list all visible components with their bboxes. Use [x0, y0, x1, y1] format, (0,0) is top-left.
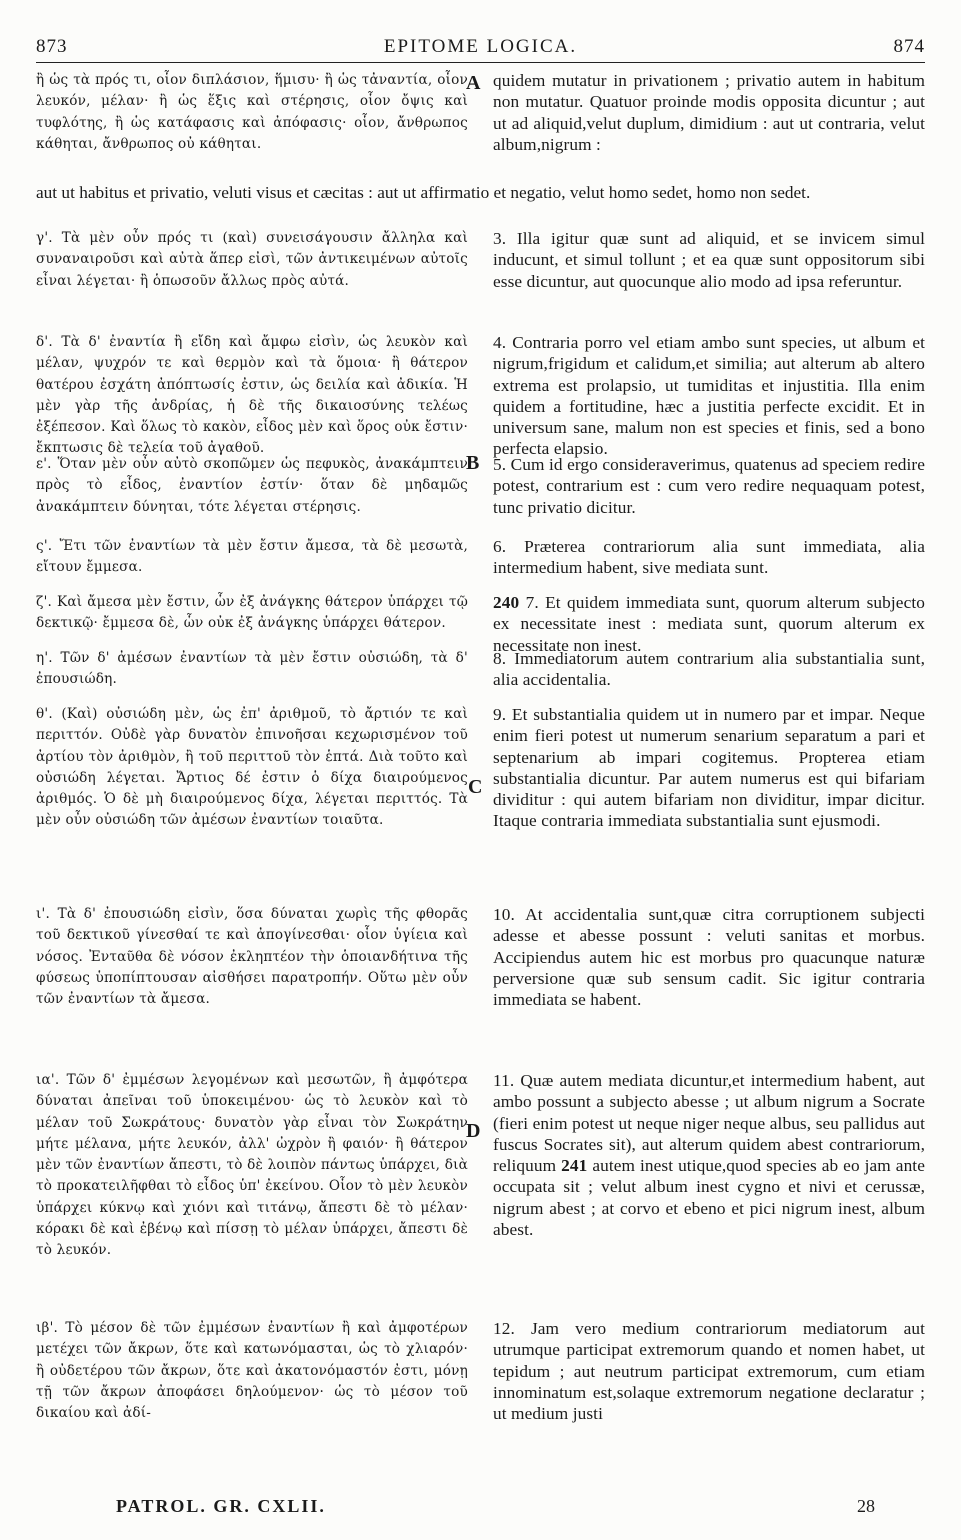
greek-text: θ'. (Καὶ) οὐσιώδη μὲν, ὡς ἐπ' ἀριθμοῦ, τὸ ἄρτιόν τε καὶ περιττόν. Οὐδὲ γὰρ δυνατὸν ἐπινοῆσαι κεχωρισμένον τοῦ ἀρτίου τὸν ἀριθμὸν, ἢ τοῦ περιττοῦ τὸν ἑπτά. Διὰ τοῦτο καὶ οὐσιώδη λέγεται. Ἄρτιος δέ ἐστιν ὁ δίχα διαιρούμενος ἀριθμός. Ὁ δὲ μὴ διαιρούμενος δίχα, λέγεται περιττός. Τὰ μὲν οὖν οὐσιώδη τῶν ἀμέσων ἐναντίων τοιαῦτα. — [36, 706, 468, 829]
section-4 — [36, 332, 925, 459]
section-9 — [36, 704, 925, 874]
latin-text: 10. At accidentalia sunt,quæ citra corruptionem subjecti adesse et abesse possunt : veluti sanitas et morbus. Accipiendus autem hic est morbus pro quacunque naturæ perversione quæ sub sensum cadit. Sic igitur contraria immediata se habent. — [493, 905, 925, 1010]
running-title: EPITOME LOGICA. — [383, 36, 578, 57]
section-7 — [36, 592, 925, 655]
column-number-right: 874 — [893, 36, 925, 57]
latin-text — [493, 592, 925, 655]
section-10 — [36, 904, 925, 1058]
column-marker: 241 — [561, 1156, 588, 1176]
page-footer — [116, 1496, 875, 1520]
greek-text: ε'. Ὅταν μὲν οὖν αὐτὸ σκοπῶμεν ὡς πεφυκὸς, ἀνακάμπτειν πρὸς τὸ εἶδος, ἐναντίον ἐστίν· ὅταν δὲ μηδαμῶς ἀνακάμπτειν δύνηται, τότε λέγεται στέρησις. — [36, 456, 468, 515]
latin-text: 12. Jam vero medium contrariorum mediatorum aut utrumque participat extremorum quando et nomen habet, ut tepidum ; aut neutrum participat extremorum, cum etiam innominatum est,solaque extremorum negatione declaratur ; ut medium justi — [493, 1319, 925, 1424]
greek-text: ια'. Τῶν δ' ἐμμέσων λεγομένων καὶ μεσωτῶν, ἢ ἀμφότερα δύναται ἀπεῖναι τοῦ ὑποκειμένου· ὡς τὸ λευκὸν καὶ τὸ μέλαν τοῦ Σωκράτους· δυνατὸν γὰρ εἶναι τὸν Σωκράτην μήτε μέλανα, μήτε λευκόν, ἀλλ' ὠχρὸν ἢ φαιόν· ἢ θάτερον μὲν τῶν ἐναντίων ἄπεστι, τὸ δὲ λοιπὸν πάντως ὑπάρχει, διὰ τὸ προκατειλῆφθαι τὸ εἶδος ὑπ' ἐκείνου. Οἷον τὸ μὲν λευκὸν ὑπάρχει κύκνῳ καὶ χιόνι καὶ τιτάνῳ, ἄπεστι δὲ τὸ μέλαν· κόρακι δὲ καὶ ἐβένῳ καὶ πίσσῃ τὸ μέλαν ὑπάρχει, ἄπεστι δὲ τὸ λευκόν. — [36, 1072, 468, 1259]
section-8 — [36, 648, 925, 694]
margin-letter-c: C — [468, 776, 483, 798]
latin-text: 3. Illa igitur quæ sunt ad aliquid, et se invicem simul inducunt, et simul tollunt ; et ea quæ sunt oppositorum sibi esse dicuntur, aut quocunque alio modo ad ipsa referuntur. — [493, 229, 925, 291]
greek-text: γ'. Τὰ μὲν οὖν πρός τι (καὶ) συνεισάγουσιν ἄλληλα καὶ συναναιροῦσι καὶ αὐτὰ ἅπερ εἰσὶ, τῶν ἀντικειμένων αὐτοῖς εἶναι λέγεται· ἢ ὁπωσοῦν ἄλλως πρὸς αὐτά. — [36, 230, 468, 289]
greek-text: η'. Τῶν δ' ἀμέσων ἐναντίων τὰ μὲν ἔστιν οὐσιώδη, τὰ δ' ἐπουσιώδη. — [36, 650, 468, 688]
latin-text-body: 7. Et quidem immediata sunt, quorum alterum subjecto ex necessitate inest : mediata sunt, quorum alterum ex necessitate non inest. — [493, 593, 925, 655]
header-rule — [36, 62, 925, 63]
greek-text: ι'. Τὰ δ' ἐπουσιώδη εἰσὶν, ὅσα δύναται χωρὶς τῆς φθορᾶς τοῦ δεκτικοῦ γίνεσθαί τε καὶ ἀπογίνεσθαι· οἷον ὑγίεια καὶ νόσος. Ἐνταῦθα δὲ νόσον ἐκληπτέον τὴν ὁποιανδήτινα τῆς φύσεως ὑποπίπτουσαν αἰσθήσει παρατροπήν. Οὕτω μὲν οὖν τῶν ἐναντίων τὰ ἄμεσα. — [36, 906, 468, 1008]
section-11 — [36, 1070, 925, 1304]
section-6 — [36, 536, 925, 582]
latin-text: 8. Immediatorum autem contrarium alia substantialia sunt, alia accidentalia. — [493, 649, 925, 690]
margin-letter-b: B — [466, 452, 480, 474]
signature-number: 28 — [857, 1496, 875, 1516]
section-3 — [36, 228, 925, 322]
page-body — [36, 70, 925, 1424]
latin-text: 4. Contraria porro vel etiam ambo sunt species, ut album et nigrum,frigidum et calidum,et similia; aut alterum ab altero extrema est prolapsio, ut tumiditas et injustitia. Illa enim quidem a fortitudine, hæc a justitia perfecte excidit. Et in universum sane, malum non est species et finis, sed a bono perfecta elapsio. — [493, 333, 925, 459]
series-signature: PATROL. GR. CXLII. — [116, 1496, 326, 1516]
section-continuation — [36, 70, 925, 182]
greek-text: δ'. Τὰ δ' ἐναντία ἢ εἴδη καὶ ἄμφω εἰσὶν, ὡς λευκὸν καὶ μέλαν, ψυχρόν τε καὶ θερμὸν καὶ τὰ ὅμοια· ἢ θάτερον θατέρου ἐσχάτη ἀπόπτωσίς ἐστιν, ὡς δειλία καὶ ἀδικία. Ἡ μὲν γὰρ τῆς ἀνδρίας, ἡ δὲ τῆς δικαιοσύνης τελέως ἐξέπεσον. Καὶ ὅλως τὸ κακὸν, εἶδος μὲν καὶ ὅρος οὐκ ἔστιν· ἔκπτωσις δὲ τελεία τοῦ ἀγαθοῦ. — [36, 334, 468, 457]
greek-text: ς'. Ἔτι τῶν ἐναντίων τὰ μὲν ἔστιν ἄμεσα, τὰ δὲ μεσωτὰ, εἴτουν ἔμμεσα. — [36, 538, 468, 576]
greek-text: ζ'. Καὶ ἄμεσα μὲν ἔστιν, ὧν ἐξ ἀνάγκης θάτερον ὑπάρχει τῷ δεκτικῷ· ἔμμεσα δὲ, ὧν οὐκ ἐξ ἀνάγκης ὑπάρχει θάτερον. — [36, 594, 468, 632]
column-marker: 240 — [493, 593, 520, 612]
latin-text-part-a: 11. Quæ autem mediata dicuntur,et intermedium habent, aut ambo possunt a subjecto abesse ; ut album nigrum a Socrate (fieri enim potest ut neque niger neque albus, seu pallidus aut fuscus Socrates sit), aut alterum quidem abest contrariorum, reliquum — [493, 1071, 925, 1176]
margin-letter-a: A — [466, 72, 481, 94]
latin-text: quidem mutatur in privationem ; privatio autem in habitum non mutatur. Quatuor proinde modis opposita dicuntur ; aut ut ad aliquid,velut duplum, dimidium : aut ut contraria, velut album,nigrum : — [493, 71, 925, 154]
full-width-latin-text: aut ut habitus et privatio, veluti visus et cæcitas : aut ut affirmatio et negatio, velut homo sedet, homo non sedet. — [36, 183, 811, 202]
section-5 — [36, 454, 925, 528]
latin-text-part-b: autem inest utique,quod species ab eo jam ante occupata sit ; velut album inest cygno et nivi et cerussæ, nigrum abest ; at corvo et ebeno et pici nigrum inest, album abest. — [493, 1156, 925, 1240]
latin-text: 9. Et substantialia quidem ut in numero par et impar. Neque enim fieri potest ut numerum senarium separatum a pari et septenarium ab impari cogitemus. Propterea etiam substantialia dicuntur. Par autem numerus est qui bifariam dividitur : qui autem bifariam non dividitur, impar dicitur. Itaque contraria immediata substantialia sunt ejusmodi. — [493, 705, 925, 831]
section-12 — [36, 1318, 925, 1424]
latin-text: 5. Cum id ergo consideraverimus, quatenus ad speciem redire potest, contrarium est : cum vero redire nequaquam potest, tunc privatio dicitur. — [493, 455, 925, 517]
greek-text: ιβ'. Τὸ μέσον δὲ τῶν ἐμμέσων ἐναντίων ἢ καὶ ἀμφοτέρων μετέχει τῶν ἄκρων, ὅτε καὶ κατωνόμασται, ὡς τὸ χλιαρόν· ἢ οὐδετέρου τῶν ἄκρων, ὅτε καὶ ἀκατονόμαστόν ἐστι, μόνῃ τῇ τῶν ἄκρων ἀποφάσει δηλούμενον· ὡς τὸ μέσον τοῦ δικαίου καὶ ἀδί- — [36, 1320, 468, 1422]
page-header — [36, 36, 925, 60]
latin-text: 6. Præterea contrariorum alia sunt immediata, alia intermedium habent, sive mediata sunt. — [493, 537, 925, 578]
latin-text — [493, 1070, 925, 1304]
greek-text: ἢ ὡς τὰ πρός τι, οἷον διπλάσιον, ἥμισυ· ἢ ὡς τἀναντία, οἷον λευκόν, μέλαν· ἢ ὡς ἕξις καὶ στέρησις, οἷον ὄψις καὶ τυφλότης, ἢ ὡς κατάφασις καὶ ἀπόφασις· οἷον, ἄνθρωπος κάθηται, ἄνθρωπος οὐ κάθηται. — [36, 72, 468, 152]
column-number-left: 873 — [36, 36, 68, 57]
margin-letter-d: D — [466, 1120, 481, 1142]
